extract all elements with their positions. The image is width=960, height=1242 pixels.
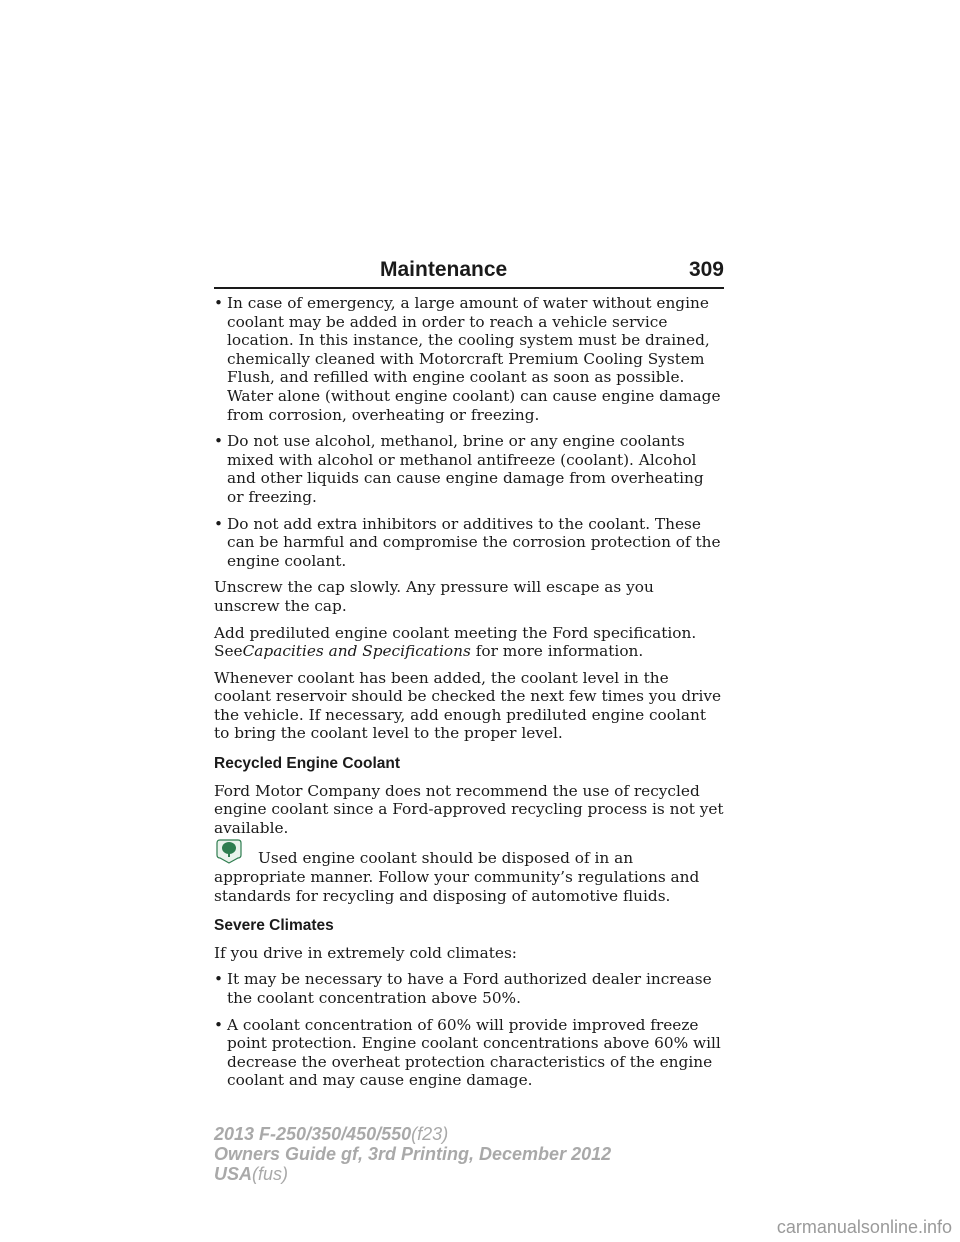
reference-rest-text: for more information. [475, 642, 644, 661]
bullet-text: It may be necessary to have a Ford authorized dealer increase the coolant concentration above 50%. [227, 970, 712, 1007]
bullet-glyph: • [214, 432, 224, 451]
add-coolant-text: Add prediluted engine coolant meeting the Ford specification. [214, 623, 697, 642]
capacities-reference-link[interactable]: Capacities and Specifications [242, 642, 471, 661]
footer-line-model [214, 1124, 611, 1144]
header-rule [214, 287, 724, 289]
watermark-link[interactable]: carmanualsonline.info [776, 1217, 952, 1237]
bullet-text: A coolant concentration of 60% will provide improved freeze point protection. Engine coolant concentrations above 60% will decrease the overheat protection characteristics of the engine coolant and may cause engine damage. [227, 1015, 721, 1090]
page-content [214, 294, 724, 1098]
paragraph-whenever: Whenever coolant has been added, the coolant level in the coolant reservoir should be checked the next few times you drive the vehicle. If necessary, add enough prediluted engine coolant to bring the coolant level to the proper level. [214, 668, 722, 743]
bullet-text: Do not add extra inhibitors or additives to the coolant. These can be harmful and compromise the corrosion protection of the engine coolant. [227, 514, 721, 570]
bullet-glyph: • [214, 1015, 224, 1034]
heading-severe-climates: Severe Climates [214, 917, 334, 935]
list-item [214, 1016, 724, 1090]
paragraph-recycled: Ford Motor Company does not recommend the use of recycled engine coolant since a Ford-approved recycling process is not yet available. [214, 781, 724, 837]
list-item [214, 294, 724, 424]
bullet-glyph: • [214, 514, 224, 533]
paragraph-add-coolant [214, 624, 724, 661]
footer-line-guide: Owners Guide gf, 3rd Printing, December 2012 [214, 1144, 612, 1164]
page-footer [214, 1124, 611, 1184]
environment-tree-icon [214, 839, 244, 865]
heading-recycled-coolant: Recycled Engine Coolant [214, 755, 401, 773]
environment-note-text: Used engine coolant should be disposed of in an appropriate manner. Follow your community’s regulations and standards for recycling and disposing of automotive fluids. [214, 849, 700, 905]
environment-note [214, 849, 724, 905]
bullet-text: Do not use alcohol, methanol, brine or any engine coolants mixed with alcohol or methanol antifreeze (coolant). Alcohol and other liquids can cause engine damage from overheating or freezing. [227, 432, 704, 506]
bullet-glyph: • [214, 294, 224, 312]
list-item [214, 970, 724, 1007]
bullet-glyph: • [214, 970, 224, 989]
paragraph-severe-intro: If you drive in extremely cold climates: [214, 943, 517, 962]
bullet-text: In case of emergency, a large amount of water without engine coolant may be added in order to reach a vehicle service location. In this instance, the cooling system must be drained, chemically cleaned with Motorcraft Premium Cooling System Flush, and refilled with engine coolant as soon as possible. Water alone (without engine coolant) can cause engine damage from corrosion, overheating or freezing. [227, 294, 721, 424]
footer-line-market [214, 1164, 611, 1184]
footer-model: 2013 F-250/350/450/550 [214, 1124, 412, 1144]
list-item [214, 432, 724, 506]
list-item [214, 515, 724, 571]
section-title: Maintenance [380, 258, 508, 281]
see-text: See [214, 642, 243, 661]
footer-market-code: (fus) [252, 1164, 289, 1184]
footer-model-code: (f23) [411, 1124, 449, 1144]
paragraph-unscrew: Unscrew the cap slowly. Any pressure will escape as you unscrew the cap. [214, 578, 654, 615]
page-number: 309 [688, 258, 724, 281]
footer-market: USA [214, 1164, 253, 1184]
